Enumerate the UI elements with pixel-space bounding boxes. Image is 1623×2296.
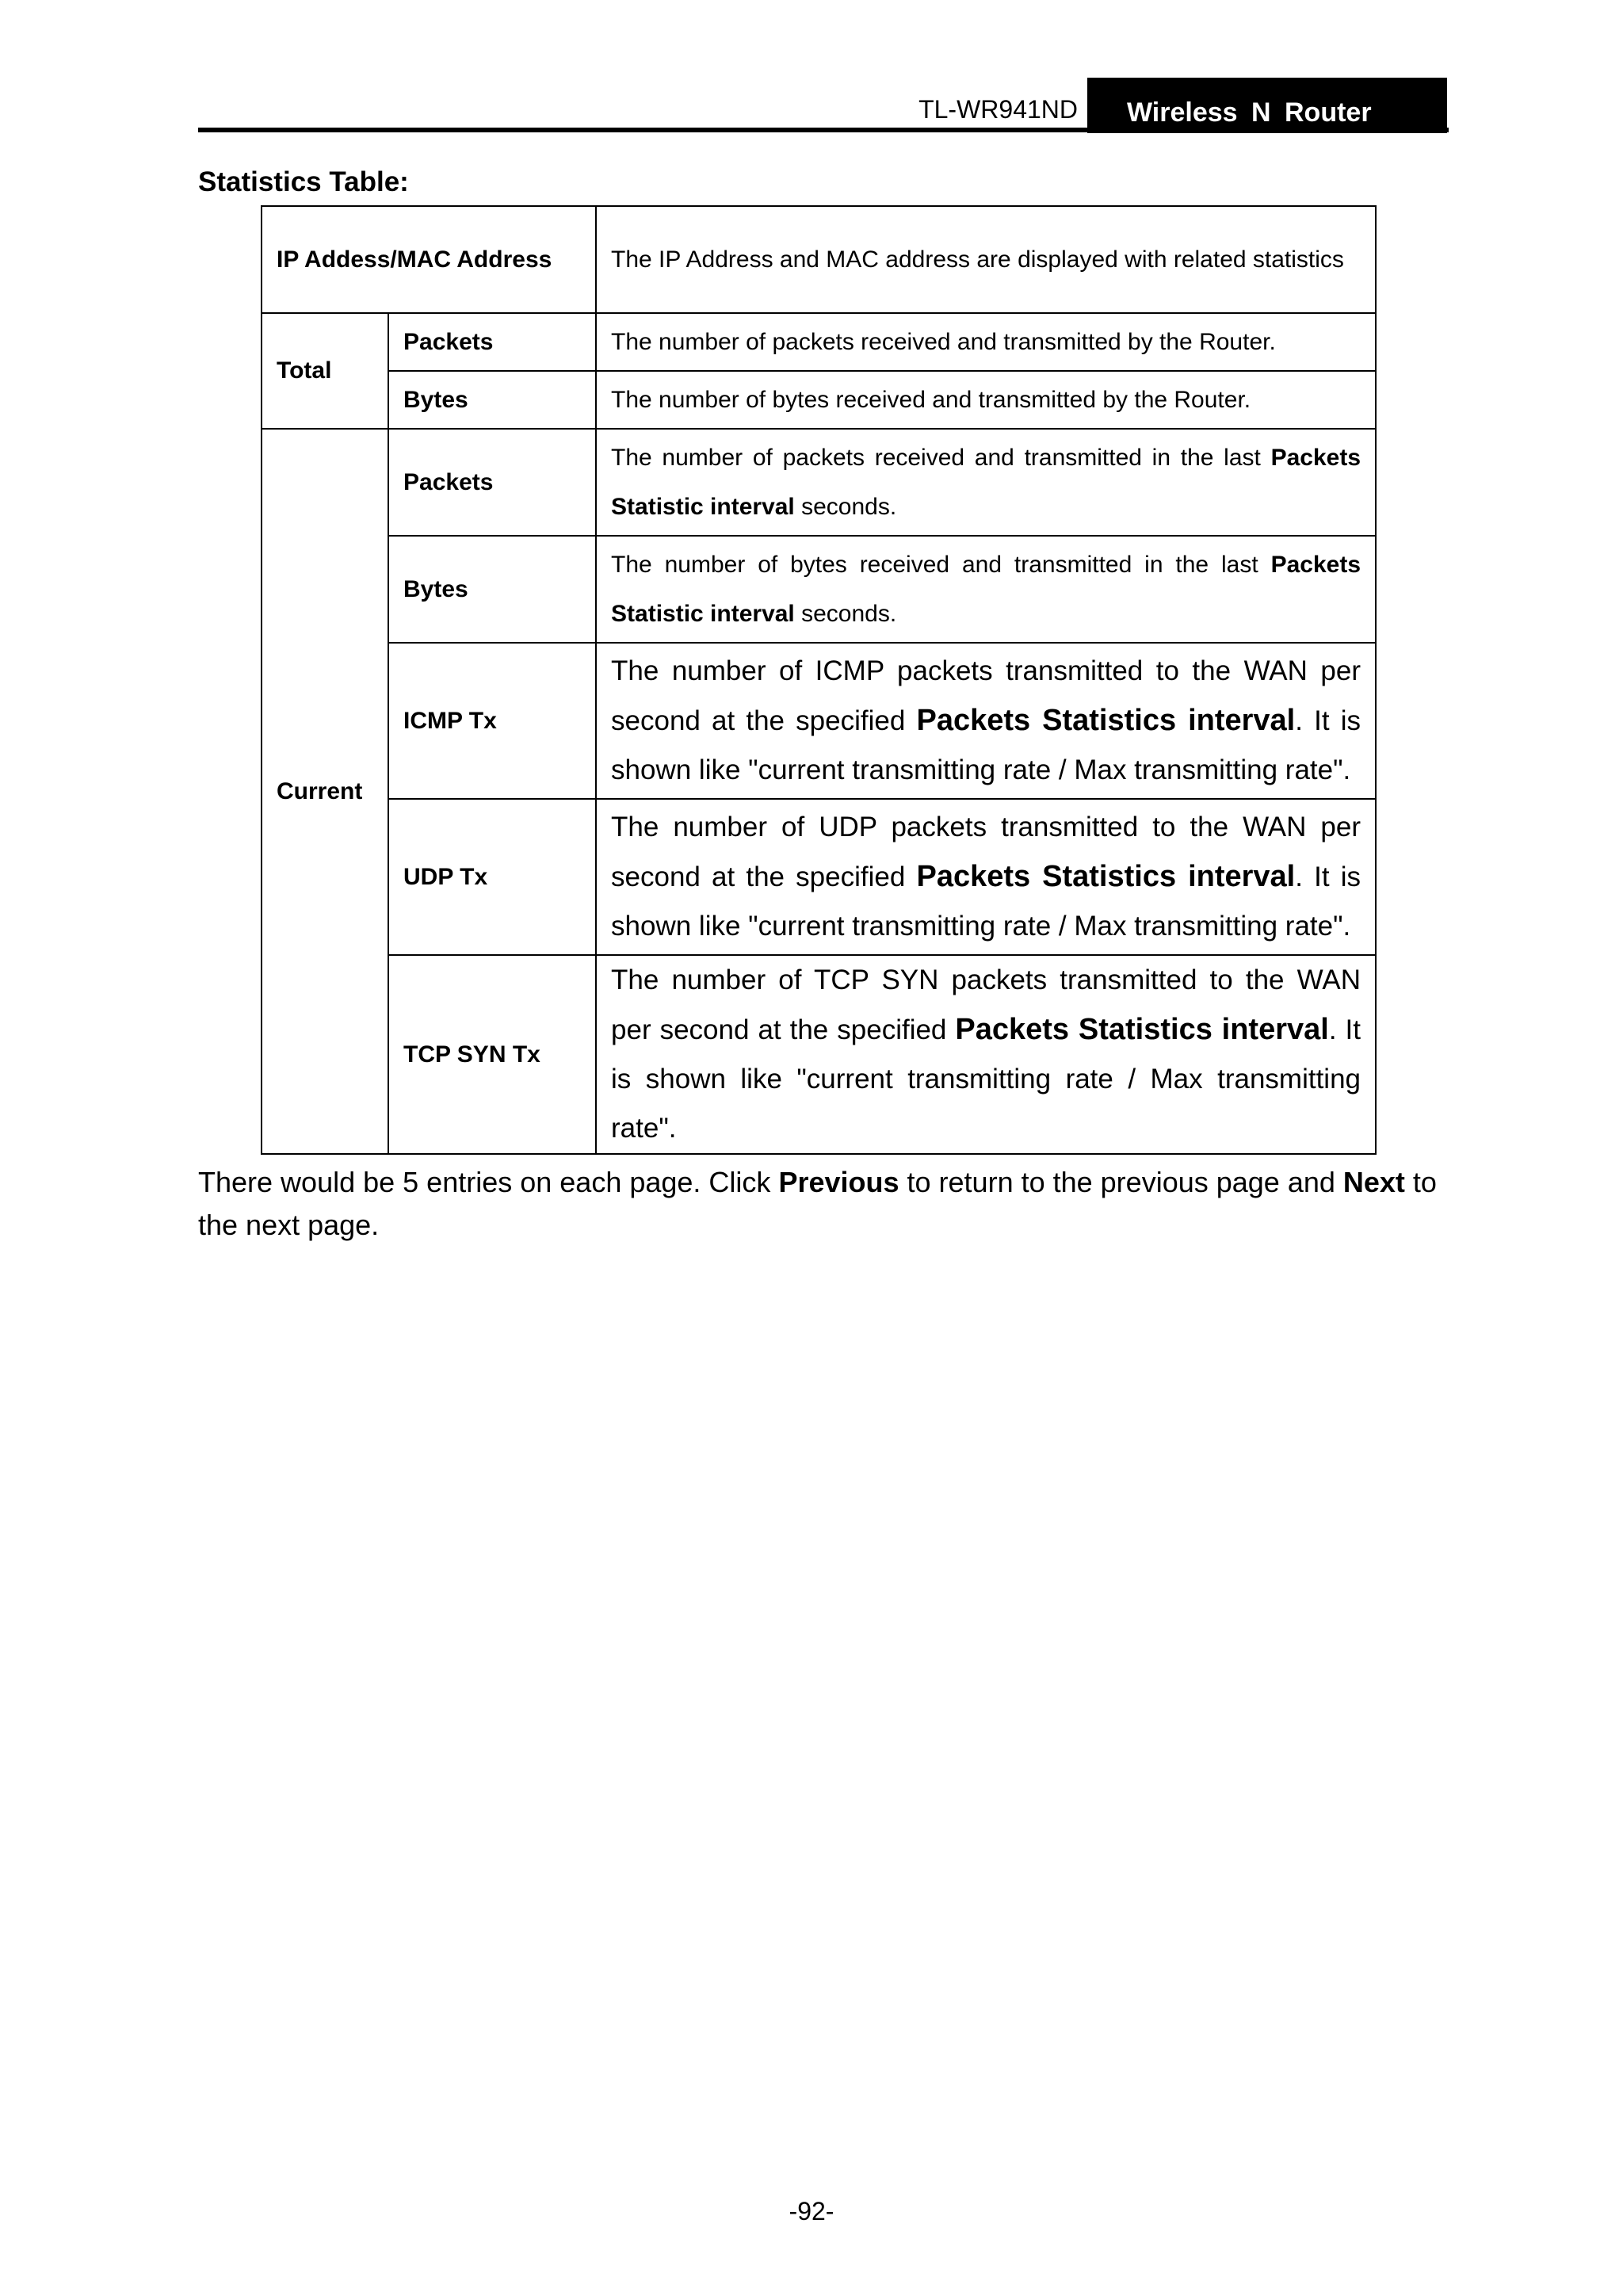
- ip-mac-label: IP Addess/MAC Address: [262, 206, 596, 313]
- tcp-syn-tx-label: TCP SYN Tx: [388, 955, 596, 1154]
- table-row: [262, 313, 1376, 371]
- total-packets-label: Packets: [388, 313, 596, 371]
- table-row: [262, 429, 1376, 536]
- header-rule: [198, 128, 1449, 132]
- udp-tx-desc: The number of UDP packets transmitted to the WAN per second at the specified Packets Statistics interval. It is shown like "current transmitting rate / Max transmitting rate".: [596, 799, 1376, 955]
- current-bytes-label: Bytes: [388, 536, 596, 643]
- total-bytes-desc: The number of bytes received and transmitted by the Router.: [596, 371, 1376, 429]
- next-keyword: Next: [1342, 1166, 1405, 1198]
- statistics-table: [261, 205, 1377, 1155]
- header-model: TL-WR941ND: [918, 95, 1078, 124]
- udp-tx-label: UDP Tx: [388, 799, 596, 955]
- total-label: Total: [262, 313, 388, 429]
- table-row: [262, 799, 1376, 955]
- current-packets-label: Packets: [388, 429, 596, 536]
- table-row: [262, 536, 1376, 643]
- body-paragraph: There would be 5 entries on each page. Click Previous to return to the previous page and Next to the next page.: [198, 1166, 1437, 1241]
- table-row: [262, 955, 1376, 1154]
- icmp-tx-desc: The number of ICMP packets transmitted to the WAN per second at the specified Packets Statistics interval. It is shown like "current transmitting rate / Max transmitting rate".: [596, 643, 1376, 799]
- table-row: [262, 643, 1376, 799]
- current-packets-desc: The number of packets received and transmitted in the last Packets Statistic interval seconds.: [596, 429, 1376, 536]
- total-packets-desc: The number of packets received and transmitted by the Router.: [596, 313, 1376, 371]
- previous-keyword: Previous: [778, 1166, 899, 1198]
- ip-mac-desc: The IP Address and MAC address are displayed with related statistics: [596, 206, 1376, 313]
- total-bytes-label: Bytes: [388, 371, 596, 429]
- icmp-tx-label: ICMP Tx: [388, 643, 596, 799]
- header-product-box: [1087, 78, 1447, 133]
- page-number: -92-: [789, 2197, 834, 2225]
- section-title: Statistics Table:: [198, 166, 409, 197]
- current-bytes-desc: The number of bytes received and transmitted in the last Packets Statistic interval seconds.: [596, 536, 1376, 643]
- current-label: Current: [262, 429, 388, 1154]
- header-product: Wireless N Router: [1127, 97, 1372, 128]
- table-row: [262, 206, 1376, 313]
- table-row: [262, 371, 1376, 429]
- tcp-syn-tx-desc: The number of TCP SYN packets transmitted to the WAN per second at the specified Packets Statistics interval. It is shown like "current transmitting rate / Max transmitting rate".: [596, 955, 1376, 1154]
